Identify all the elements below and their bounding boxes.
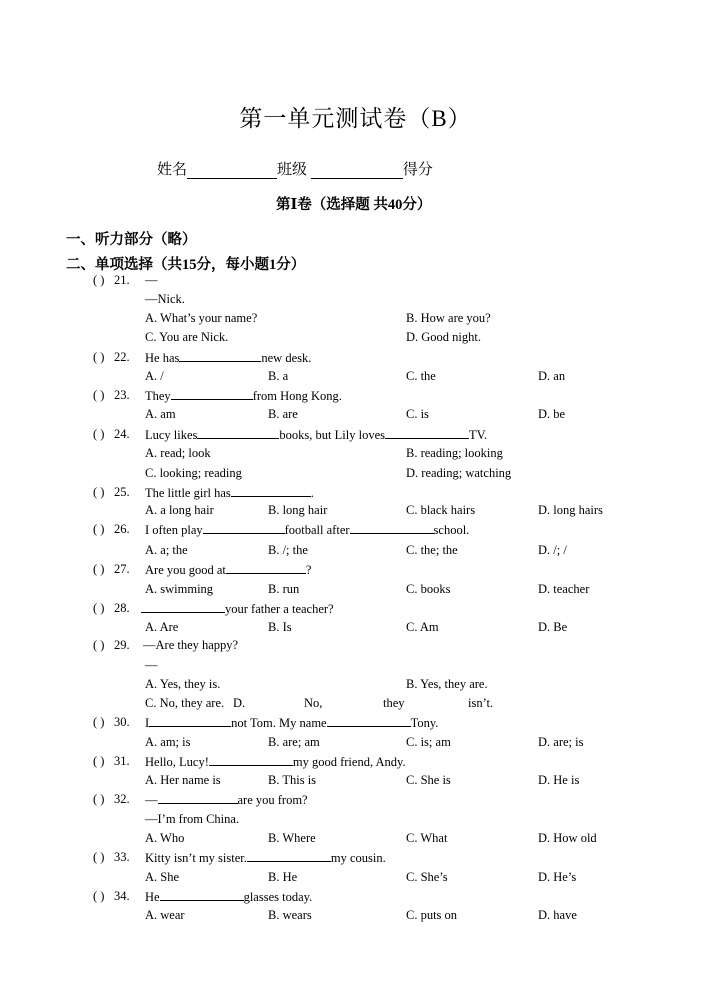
question-number-row bbox=[93, 485, 145, 500]
section-choice-heading: 二、单项选择（共15分，每小题1分） bbox=[66, 257, 306, 273]
question-number: 30. bbox=[114, 715, 130, 729]
option-b: B. wears bbox=[268, 908, 312, 922]
option-b: B. How are you? bbox=[406, 311, 491, 325]
question-stem-line2: — bbox=[145, 658, 158, 672]
question-stem: The little girl has . bbox=[145, 486, 314, 500]
option-d-word: No, bbox=[304, 696, 323, 710]
option-d: D. How old bbox=[538, 831, 597, 845]
option-d: D. are; is bbox=[538, 735, 584, 749]
option-c: C. She’s bbox=[406, 870, 448, 884]
question-number: 27. bbox=[114, 562, 130, 576]
fill-blank[interactable] bbox=[247, 850, 331, 862]
question-stem: He glasses today. bbox=[145, 890, 313, 904]
question-stem: — bbox=[145, 273, 158, 287]
option-a: A. a; the bbox=[145, 543, 188, 557]
option-a: A. What’s your name? bbox=[145, 311, 258, 325]
option-b: B. a bbox=[268, 369, 289, 383]
option-a: A. / bbox=[145, 369, 164, 383]
answer-blank[interactable]: ( ) bbox=[93, 388, 105, 402]
name-blank[interactable] bbox=[187, 164, 277, 179]
question-number-row bbox=[93, 754, 145, 769]
fill-blank[interactable] bbox=[231, 485, 311, 497]
option-a: A. am bbox=[145, 407, 176, 421]
option-d: D. an bbox=[538, 369, 566, 383]
question-number: 31. bbox=[114, 754, 130, 768]
question-number-row bbox=[93, 792, 145, 807]
question-number-row bbox=[93, 601, 145, 616]
option-d: D. reading; watching bbox=[406, 466, 512, 480]
option-a: A. wear bbox=[145, 908, 185, 922]
answer-blank[interactable]: ( ) bbox=[93, 562, 105, 576]
option-d: D. /; / bbox=[538, 543, 567, 557]
option-d-word: isn’t. bbox=[468, 696, 494, 710]
fill-blank[interactable] bbox=[385, 427, 469, 439]
question-number: 25. bbox=[114, 485, 130, 499]
question-stem-line2: —I’m from China. bbox=[145, 812, 240, 826]
fill-blank[interactable] bbox=[350, 522, 434, 534]
page-title: 第一单元测试卷（B） bbox=[239, 106, 472, 131]
option-a: A. She bbox=[145, 870, 180, 884]
option-d: D. long hairs bbox=[538, 503, 603, 517]
answer-blank[interactable]: ( ) bbox=[93, 754, 105, 768]
option-d-word: they bbox=[383, 696, 405, 710]
question-number-row bbox=[93, 273, 145, 288]
option-c: C. Am bbox=[406, 620, 439, 634]
question-stem: I often play football after school. bbox=[145, 523, 470, 537]
question-stem: —Are they happy? bbox=[143, 638, 239, 652]
option-c: C. books bbox=[406, 582, 451, 596]
question-number-row bbox=[93, 715, 145, 730]
option-d: D. have bbox=[538, 908, 577, 922]
answer-blank[interactable]: ( ) bbox=[93, 638, 105, 652]
fill-blank[interactable] bbox=[141, 601, 225, 613]
answer-blank[interactable]: ( ) bbox=[93, 485, 105, 499]
option-b: B. Yes, they are. bbox=[406, 677, 488, 691]
option-a: A. a long hair bbox=[145, 503, 214, 517]
option-c: C. What bbox=[406, 831, 448, 845]
answer-blank[interactable]: ( ) bbox=[93, 350, 105, 364]
fill-blank[interactable] bbox=[160, 889, 244, 901]
option-d: D. Good night. bbox=[406, 330, 481, 344]
question-stem: Lucy likes books, but Lily loves TV. bbox=[145, 428, 488, 442]
question-number-row bbox=[93, 850, 145, 865]
option-b: B. long hair bbox=[268, 503, 328, 517]
option-b: B. Is bbox=[268, 620, 292, 634]
option-d-letter: D. bbox=[233, 696, 246, 710]
option-b: B. This is bbox=[268, 773, 317, 787]
class-blank[interactable] bbox=[311, 164, 403, 179]
question-number: 29. bbox=[114, 638, 130, 652]
question-stem: They from Hong Kong. bbox=[145, 389, 342, 403]
option-c: C. is; am bbox=[406, 735, 451, 749]
question-number-row bbox=[93, 638, 145, 653]
option-c: C. the; the bbox=[406, 543, 458, 557]
question-number-row bbox=[93, 889, 145, 904]
option-a: A. Her name is bbox=[145, 773, 221, 787]
question-number-row bbox=[93, 522, 145, 537]
option-d: D. He’s bbox=[538, 870, 577, 884]
option-a: A. Who bbox=[145, 831, 185, 845]
option-c: C. black hairs bbox=[406, 503, 476, 517]
question-number-row bbox=[93, 350, 145, 365]
question-number: 23. bbox=[114, 388, 130, 402]
option-c: C. is bbox=[406, 407, 429, 421]
option-c: C. puts on bbox=[406, 908, 458, 922]
section-listening-heading: 一、听力部分（略） bbox=[66, 232, 197, 248]
fill-blank[interactable] bbox=[158, 792, 238, 804]
question-stem: — are you from? bbox=[145, 793, 308, 807]
option-b: B. reading; looking bbox=[406, 446, 503, 460]
answer-blank[interactable]: ( ) bbox=[93, 522, 105, 536]
fill-blank[interactable] bbox=[226, 562, 306, 574]
question-stem: Are you good at ? bbox=[145, 563, 312, 577]
fill-blank[interactable] bbox=[209, 754, 293, 766]
option-c: C. looking; reading bbox=[145, 466, 242, 480]
answer-blank[interactable]: ( ) bbox=[93, 427, 105, 441]
question-number: 21. bbox=[114, 273, 130, 287]
option-a: A. am; is bbox=[145, 735, 191, 749]
question-number: 24. bbox=[114, 427, 130, 441]
question-stem: your father a teacher? bbox=[141, 601, 334, 617]
option-b: B. run bbox=[268, 582, 300, 596]
option-a: A. Yes, they is. bbox=[145, 677, 221, 691]
score-label: 得分 bbox=[402, 162, 433, 178]
fill-blank[interactable] bbox=[203, 522, 285, 534]
question-number: 28. bbox=[114, 601, 130, 615]
option-c: C. No, they are. bbox=[145, 696, 225, 710]
option-b: B. He bbox=[268, 870, 298, 884]
option-a: A. read; look bbox=[145, 446, 211, 460]
fill-blank[interactable] bbox=[179, 350, 261, 362]
question-number-row bbox=[93, 427, 145, 442]
fill-blank[interactable] bbox=[171, 388, 253, 400]
name-label: 姓名 bbox=[157, 162, 188, 178]
option-d: D. He is bbox=[538, 773, 580, 787]
student-info-line bbox=[157, 158, 433, 179]
fill-blank[interactable] bbox=[197, 427, 279, 439]
answer-blank[interactable]: ( ) bbox=[93, 715, 105, 729]
option-c: C. She is bbox=[406, 773, 451, 787]
answer-blank[interactable]: ( ) bbox=[93, 889, 105, 903]
class-label: 班级 bbox=[277, 162, 308, 178]
question-number: 22. bbox=[114, 350, 130, 364]
option-a: A. Are bbox=[145, 620, 179, 634]
option-b: B. Where bbox=[268, 831, 316, 845]
option-d: D. be bbox=[538, 407, 566, 421]
question-number: 32. bbox=[114, 792, 130, 806]
question-number-row bbox=[93, 562, 145, 577]
option-d: D. teacher bbox=[538, 582, 590, 596]
option-b: B. are bbox=[268, 407, 298, 421]
option-c: C. the bbox=[406, 369, 436, 383]
option-d: D. Be bbox=[538, 620, 568, 634]
fill-blank[interactable] bbox=[149, 715, 231, 727]
fill-blank[interactable] bbox=[327, 715, 411, 727]
part-one-heading: 第Ⅰ卷（选择题 共40分） bbox=[276, 197, 432, 213]
option-a: A. swimming bbox=[145, 582, 214, 596]
answer-blank[interactable]: ( ) bbox=[93, 792, 105, 806]
option-c: C. You are Nick. bbox=[145, 330, 229, 344]
answer-blank[interactable]: ( ) bbox=[93, 850, 105, 864]
question-stem: I not Tom. My name Tony. bbox=[145, 716, 439, 730]
question-stem-line2: —Nick. bbox=[145, 292, 185, 306]
question-number: 34. bbox=[114, 889, 130, 903]
answer-blank[interactable]: ( ) bbox=[93, 601, 105, 615]
answer-blank[interactable]: ( ) bbox=[93, 273, 105, 287]
question-number-row bbox=[93, 388, 145, 403]
option-b: B. /; the bbox=[268, 543, 308, 557]
question-stem: Hello, Lucy! my good friend, Andy. bbox=[145, 755, 406, 769]
question-number: 26. bbox=[114, 522, 130, 536]
question-stem: Kitty isn’t my sister. my cousin. bbox=[145, 851, 386, 865]
question-stem: He has new desk. bbox=[145, 351, 312, 365]
question-number: 33. bbox=[114, 850, 130, 864]
option-b: B. are; am bbox=[268, 735, 320, 749]
